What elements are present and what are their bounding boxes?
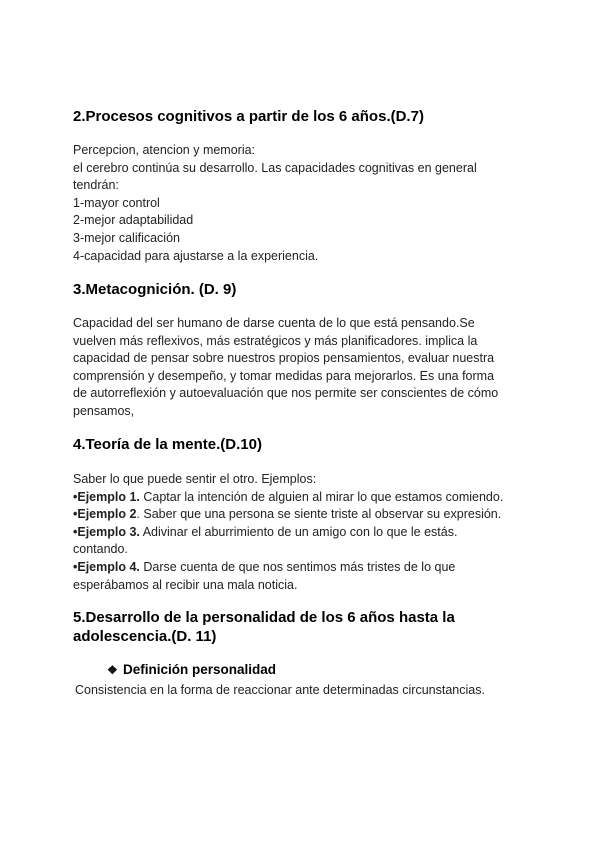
body-line: tendrán: <box>73 178 119 193</box>
example-line <box>73 506 543 524</box>
body-line: capacidad de pensar sobre nuestros propios pensamientos, evaluar nuestra <box>73 351 495 366</box>
example-text: Adivinar el aburrimiento de un amigo con lo que le estás. <box>139 524 458 539</box>
example-label: •Ejemplo 1. <box>73 489 140 504</box>
example-text: Darse cuenta de que nos sentimos más tristes de lo que <box>139 559 456 574</box>
body-line: Capacidad del ser humano de darse cuenta de lo que está pensando.Se <box>73 316 475 330</box>
heading-line: adolescencia.(D. 11) <box>73 628 217 645</box>
section-heading-teoria-mente: 4.Teoría de la mente.(D.10) <box>73 436 262 453</box>
body-line: Percepcion, atencion y memoria: <box>73 143 256 157</box>
example-label: •Ejemplo 2 <box>73 507 137 522</box>
section-body-procesos-cognitivos <box>73 142 543 265</box>
body-line: vuelven más reflexivos, más estratégicos y más planificadores. implica la <box>73 333 478 348</box>
example-label: •Ejemplo 3. <box>73 524 140 539</box>
example-text: esperábamos al recibir una mala noticia. <box>73 577 298 592</box>
section-heading-procesos-cognitivos: 2.Procesos cognitivos a partir de los 6 años.(D.7) <box>73 108 424 125</box>
example-line <box>73 559 543 577</box>
subheading-label: Definición personalidad <box>123 662 277 677</box>
list-item: 2-mejor adaptabilidad <box>73 213 194 228</box>
example-text: . Saber que una persona se siente triste al observar su expresión. <box>136 507 502 522</box>
definition-text: Consistencia en la forma de reaccionar ante determinadas circunstancias. <box>75 683 485 697</box>
example-line <box>73 524 543 542</box>
body-line: de autorreflexión y autoevaluación que nos permite ser conscientes de cómo <box>73 386 499 401</box>
body-line: Saber lo que puede sentir el otro. Ejemplos: <box>73 472 317 486</box>
heading-line: 5.Desarrollo de la personalidad de los 6 años hasta la <box>73 609 455 626</box>
example-line <box>73 577 543 595</box>
subheading-definicion-personalidad <box>107 661 276 679</box>
body-line: pensamos, <box>73 403 135 418</box>
diamond-bullet-icon: ❖ <box>107 663 118 677</box>
section-body-metacognicion <box>73 315 543 421</box>
body-line: comprensión y desempeño, y tomar medidas para mejorarlos. Es una forma <box>73 368 495 383</box>
body-line: el cerebro continúa su desarrollo. Las capacidades cognitivas en general <box>73 160 477 175</box>
list-item: 4-capacidad para ajustarse a la experiencia. <box>73 248 319 263</box>
section-heading-metacognicion: 3.Metacognición. (D. 9) <box>73 281 237 298</box>
list-item: 1-mayor control <box>73 195 160 210</box>
example-text: Captar la intención de alguien al mirar lo que estamos comiendo. <box>139 489 504 504</box>
example-text: contando. <box>73 542 128 557</box>
section-heading-desarrollo-personalidad <box>73 608 455 646</box>
section-body-teoria-mente <box>73 471 543 594</box>
example-line <box>73 489 543 507</box>
list-item: 3-mejor calificación <box>73 230 180 245</box>
example-line <box>73 541 543 559</box>
example-label: •Ejemplo 4. <box>73 559 140 574</box>
